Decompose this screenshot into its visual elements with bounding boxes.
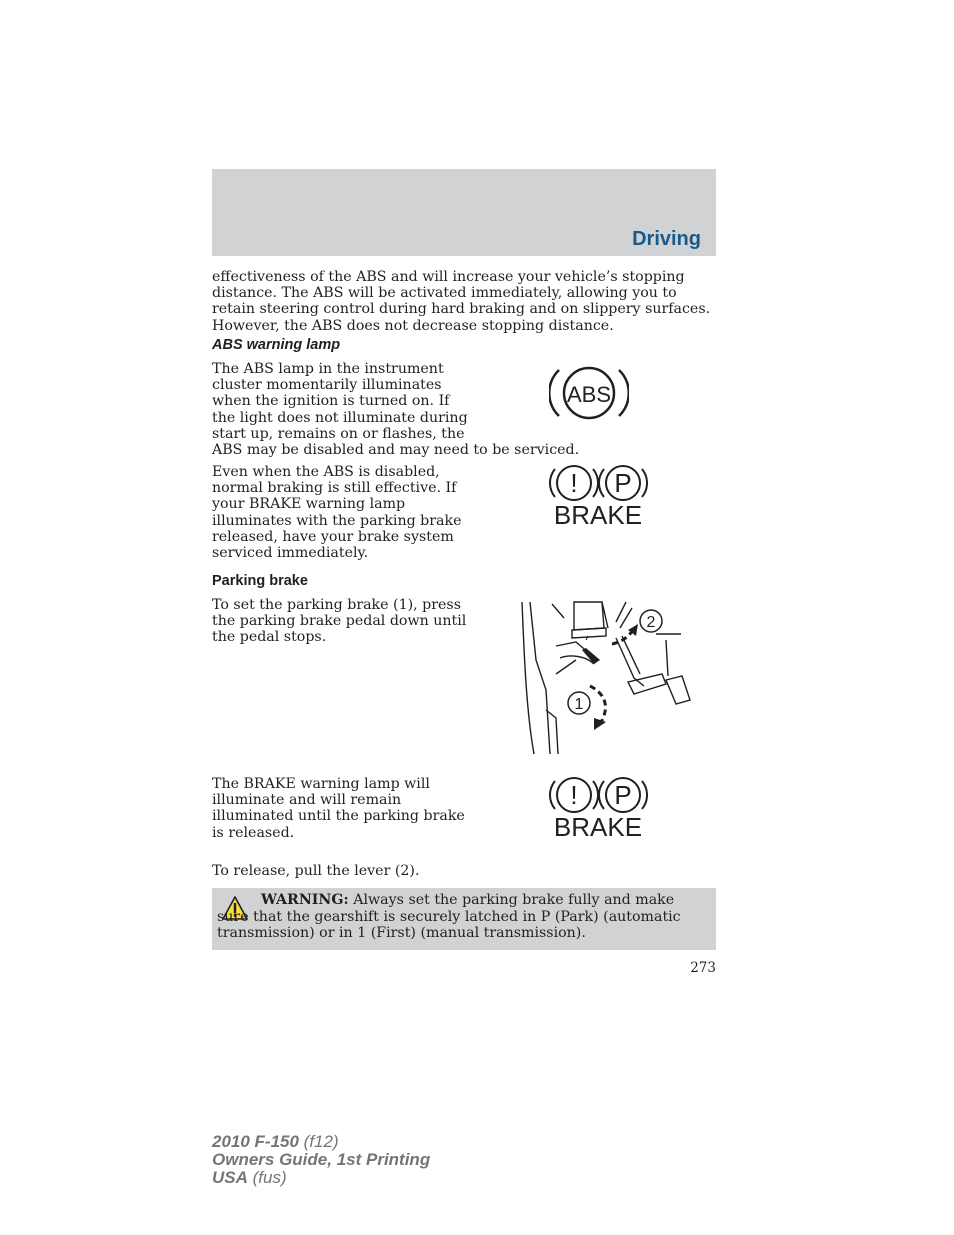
brake-lamp-paragraph-1: Even when the ABS is disabled, normal braking is still effective. If your BRAKE warning lamp illuminates with the parking brake released, have your brake system serviced immediately. — [212, 464, 462, 562]
release-instruction: To release, pull the lever (2). — [212, 863, 420, 879]
park-p-icon: P — [614, 780, 632, 810]
brake-warning-lamp-icon — [548, 463, 648, 529]
parking-brake-paragraph: To set the parking brake (1), press the parking brake pedal down until the pedal stops. — [212, 597, 467, 646]
exclamation-icon: ! — [570, 780, 578, 810]
intro-paragraph: effectiveness of the ABS and will increase your vehicle’s stopping distance. The ABS will be activated immediately, allowing you to retain steering control during hard braking and on slippery surfaces. However, the ABS does not decrease stopping distance. — [212, 269, 711, 334]
brake-lamp-paragraph-2: The BRAKE warning lamp will illuminate and will remain illuminated until the parking brake is released. — [212, 776, 465, 841]
parking-brake-heading: Parking brake — [212, 573, 308, 589]
abs-heading: ABS warning lamp — [212, 337, 341, 353]
footer-region: USA — [212, 1168, 248, 1187]
section-title: Driving — [632, 228, 701, 250]
callout-2-label: 2 — [646, 614, 656, 631]
footer-model: 2010 F-150 — [212, 1132, 299, 1151]
warning-body: Always set the parking brake fully and make sure that the gearshift is securely latched in P (Park) (automatic transmission) or in 1 (First) (manual transmission). — [217, 892, 681, 941]
page-number: 273 — [690, 960, 716, 976]
brake-warning-lamp-icon-2 — [548, 775, 648, 841]
parking-brake-pedal-diagram — [516, 600, 696, 760]
footer — [212, 1133, 430, 1187]
footer-guide: Owners Guide, 1st Printing — [212, 1150, 431, 1169]
brake-label: BRAKE — [553, 500, 643, 529]
abs-warning-lamp-icon — [549, 360, 629, 426]
warning-label: WARNING: — [261, 892, 349, 908]
footer-model-code: (f12) — [298, 1132, 339, 1151]
exclamation-icon: ! — [570, 468, 578, 498]
park-p-icon: P — [614, 468, 632, 498]
callout-1-label: 1 — [574, 696, 584, 713]
footer-region-code: (fus) — [247, 1168, 287, 1187]
abs-lamp-label: ABS — [566, 382, 612, 407]
warning-box — [212, 888, 716, 950]
abs-paragraph: The ABS lamp in the instrument cluster momentarily illuminates when the ignition is turned on. If the light does not illuminate during start up, remains on or flashes, the ABS may be disabled and may need to be serviced. — [212, 361, 580, 459]
warning-text — [217, 892, 707, 942]
brake-label: BRAKE — [553, 812, 643, 841]
section-header-bar — [212, 169, 716, 256]
